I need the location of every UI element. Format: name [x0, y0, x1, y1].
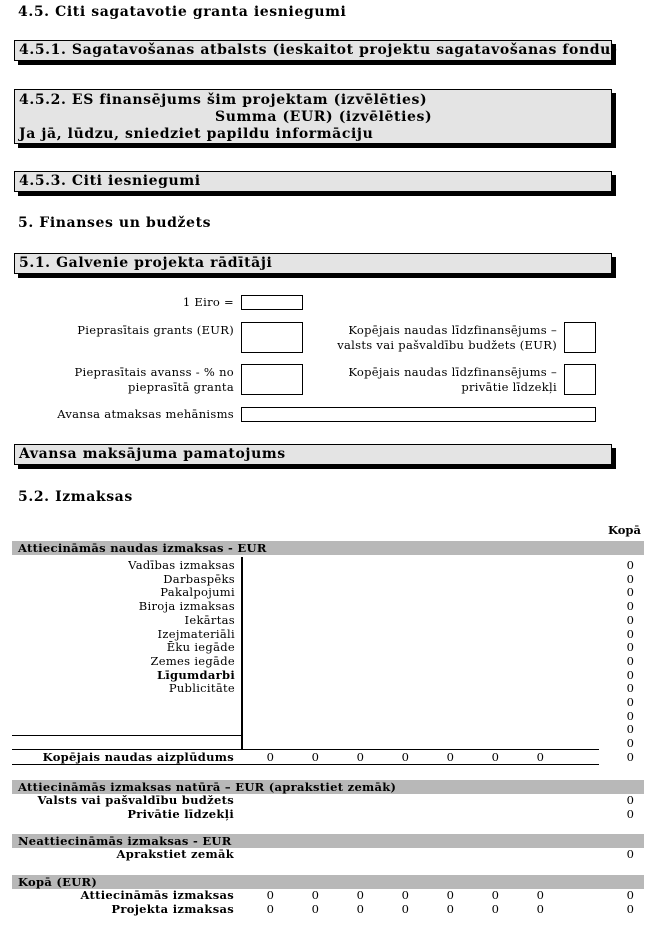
total-eligible-value: 0: [446, 888, 454, 902]
cost-item-label: Vadības izmaksas: [128, 558, 235, 572]
cash-outflow-value: 0: [446, 750, 454, 764]
cost-item-total: 0: [626, 640, 634, 655]
section-4-5-2-line3: Ja jā, lūdzu, sniedziet papildu informāciju: [19, 126, 374, 142]
in-kind-private-label: Privātie līdzekļi: [127, 807, 234, 821]
cost-item-total: 0: [626, 736, 634, 751]
cost-item-label: Biroja izmaksas: [138, 599, 235, 614]
eiro-input[interactable]: [241, 295, 303, 310]
total-eligible-value: 0: [536, 888, 544, 902]
section-4-5-title: 4.5. Citi sagatavotie granta iesniegumi: [18, 4, 347, 20]
cash-outflow-value: 0: [401, 750, 409, 764]
cofin-private-input[interactable]: [564, 364, 596, 395]
cost-item-total: 0: [626, 722, 634, 737]
kopa-column-header: Kopā: [608, 523, 641, 537]
in-kind-state-label: Valsts vai pašvaldību budžets: [37, 793, 234, 807]
total-project-value: 0: [311, 902, 319, 916]
avansa-box: [14, 444, 612, 465]
in-kind-private-value: 0: [626, 807, 634, 821]
total-eligible-value: 0: [311, 888, 319, 902]
grant-input[interactable]: [241, 322, 303, 353]
total-eligible-value: 0: [266, 888, 274, 902]
eligible-cash-divider: [241, 557, 243, 749]
section-4-5-2-line2: Summa (EUR) (izvēlēties): [215, 109, 433, 125]
section-5-1-title: 5.1. Galvenie projekta rādītāji: [19, 255, 273, 271]
avansa-title: Avansa maksājuma pamatojums: [19, 446, 286, 462]
eligible-cash-rule: [12, 735, 242, 736]
cofin-state-label-1: Kopējais naudas līdzfinansējums –: [348, 323, 557, 337]
cost-item-total: 0: [626, 599, 634, 614]
cash-outflow-value: 0: [356, 750, 364, 764]
total-project-label: Projekta izmaksas: [111, 902, 234, 916]
cash-outflow-value: 0: [311, 750, 319, 764]
total-band: Kopā (EUR): [12, 875, 644, 889]
total-eligible-value: 0: [626, 888, 634, 902]
ineligible-describe-label: Aprakstiet zemāk: [116, 847, 234, 861]
section-5-title: 5. Finanses un budžets: [18, 215, 212, 231]
cost-item-total: 0: [626, 681, 634, 696]
cash-outflow-value: 0: [626, 750, 634, 764]
total-project-value: 0: [536, 902, 544, 916]
cost-item-total: 0: [626, 708, 634, 723]
total-project-value: 0: [356, 902, 364, 916]
section-4-5-2-line1: 4.5.2. ES finansējums šim projektam (izvēlēties): [19, 92, 428, 108]
cash-outflow-value: 0: [491, 750, 499, 764]
cost-item-label: Pakalpojumi: [160, 585, 235, 600]
cofin-state-input[interactable]: [564, 322, 596, 353]
eiro-label: 1 Eiro =: [182, 295, 234, 309]
cost-item-label: Iekārtas: [184, 612, 235, 627]
ineligible-band: Neattiecināmās izmaksas - EUR: [12, 834, 644, 848]
total-eligible-value: 0: [356, 888, 364, 902]
cost-item-total: 0: [626, 585, 634, 600]
grant-label: Pieprasītais grants (EUR): [77, 323, 234, 337]
eligible-cash-band: Attiecināmās naudas izmaksas - EUR: [12, 541, 644, 555]
advance-input[interactable]: [241, 364, 303, 395]
cost-item-label: Līgumdarbi: [157, 667, 235, 682]
cost-item-total: 0: [626, 626, 634, 641]
cofin-state-label-2: valsts vai pašvaldību budžets (EUR): [337, 338, 557, 352]
cost-item-label: Izejmateriāli: [157, 626, 235, 641]
repay-input[interactable]: [241, 407, 596, 422]
cost-item-label: Zemes iegāde: [150, 653, 235, 668]
section-5-2-title: 5.2. Izmaksas: [18, 489, 133, 505]
section-4-5-2-box: [14, 89, 612, 144]
total-eligible-value: 0: [491, 888, 499, 902]
section-5-1-box: [14, 253, 612, 274]
cost-item-label: [12, 710, 235, 724]
section-4-5-1-title: 4.5.1. Sagatavošanas atbalsts (ieskaitot projektu sagatavošanas fondu): [19, 42, 619, 58]
cost-item-total: 0: [626, 558, 634, 572]
section-4-5-3-title: 4.5.3. Citi iesniegumi: [19, 173, 201, 189]
cost-item-label: Publicitāte: [168, 681, 235, 696]
cofin-private-label-1: Kopējais naudas līdzfinansējums –: [348, 365, 557, 379]
ineligible-describe-value: 0: [626, 847, 634, 861]
cost-item-total: 0: [626, 667, 634, 682]
cost-item-total: 0: [626, 571, 634, 586]
total-project-value: 0: [491, 902, 499, 916]
cost-item-label: [12, 696, 235, 710]
in-kind-band: Attiecināmās izmaksas natūrā – EUR (aprakstiet zemāk): [12, 780, 644, 794]
in-kind-state-value: 0: [626, 793, 634, 807]
section-4-5-1-box: [14, 40, 619, 61]
cofin-private-label-2: privātie līdzekļi: [461, 380, 557, 394]
repay-label: Avansa atmaksas mehānisms: [57, 407, 234, 421]
total-project-value: 0: [446, 902, 454, 916]
advance-label-1: Pieprasītais avanss - % no: [74, 365, 234, 379]
total-eligible-value: 0: [401, 888, 409, 902]
cost-item-label: Darbaspēks: [163, 571, 235, 586]
total-project-value: 0: [626, 902, 634, 916]
cash-outflow-value: 0: [266, 750, 274, 764]
cost-item-label: Ēku iegāde: [166, 640, 235, 655]
cost-item-total: 0: [626, 695, 634, 709]
advance-label-2: pieprasītā granta: [128, 380, 234, 394]
cash-outflow-value: 0: [536, 750, 544, 764]
cash-outflow-label: Kopējais naudas aizplūdums: [42, 750, 234, 764]
total-project-value: 0: [401, 902, 409, 916]
cost-item-total: 0: [626, 653, 634, 668]
total-project-value: 0: [266, 902, 274, 916]
section-4-5-3-box: [14, 171, 612, 192]
total-eligible-label: Attiecināmās izmaksas: [80, 888, 234, 902]
cost-item-total: 0: [626, 612, 634, 627]
